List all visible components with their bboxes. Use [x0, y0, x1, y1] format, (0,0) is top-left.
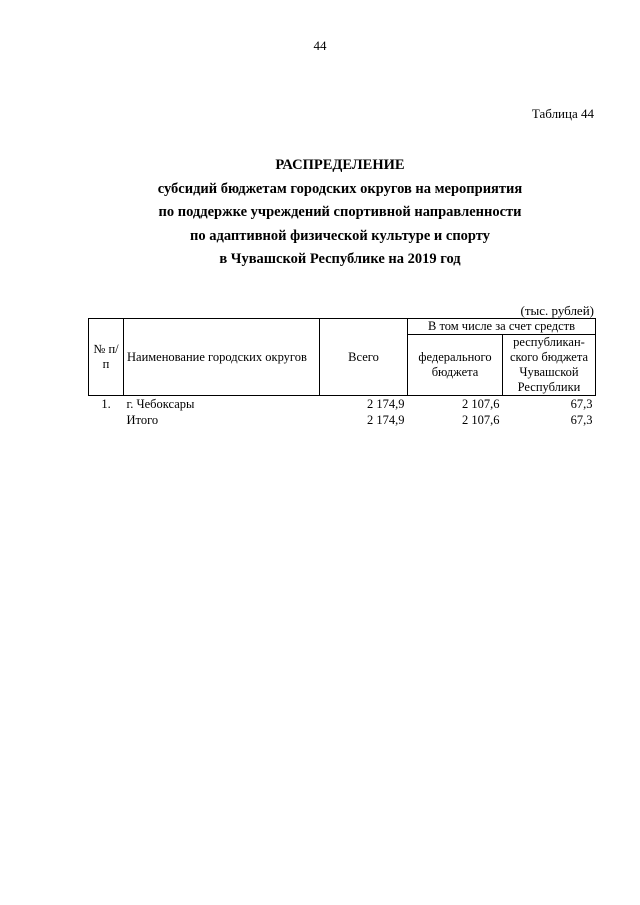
header-number: № п/п [89, 319, 124, 396]
cell-federal: 2 107,6 [462, 397, 500, 411]
cell-total: 2 174,9 [367, 413, 405, 427]
header-republic: республикан-ского бюджета Чувашской Республики [503, 335, 596, 396]
title-line: РАСПРЕДЕЛЕНИЕ [275, 157, 405, 173]
header-federal: федерального бюджета [408, 335, 503, 396]
header-including: В том числе за счет средств [408, 319, 596, 335]
header-total: Всего [320, 319, 408, 396]
cell-republic: 67,3 [570, 413, 593, 427]
cell-name: г. Чебоксары [126, 397, 195, 411]
cell-republic: 67,3 [570, 397, 593, 411]
unit-note: (тыс. рублей) [520, 303, 594, 318]
cell-total: 2 174,9 [367, 397, 405, 411]
page-number: 44 [313, 38, 327, 53]
cell-name: Итого [126, 413, 159, 427]
subsidy-table [88, 318, 596, 428]
header-name: Наименование городских округов [124, 319, 320, 396]
title-line: по поддержке учреждений спортивной направленности [158, 204, 522, 220]
table-row [89, 412, 596, 428]
table-row [89, 396, 596, 413]
cell-number [89, 412, 124, 428]
table-label: Таблица 44 [531, 106, 594, 121]
title-line: в Чувашской Республике на 2019 год [219, 251, 461, 267]
cell-federal: 2 107,6 [462, 413, 500, 427]
cell-number: 1. [101, 397, 111, 411]
title-line: по адаптивной физической культуре и спорту [190, 227, 490, 244]
title-line: субсидий бюджетам городских округов на мероприятия [157, 180, 523, 197]
document-title [80, 154, 600, 272]
